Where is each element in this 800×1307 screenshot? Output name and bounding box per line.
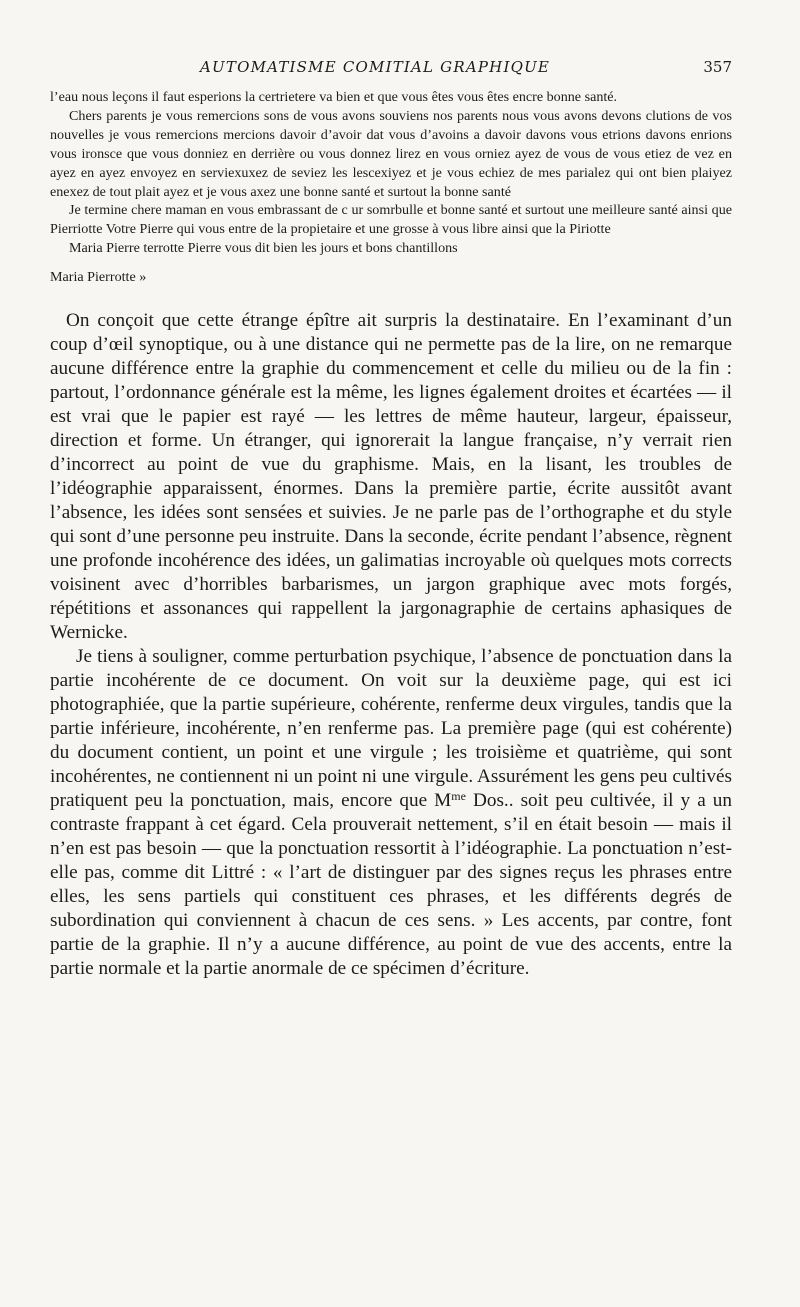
body-paragraph <box>50 645 732 981</box>
body-text-segment: Je tiens à souligner, comme perturbation psychique, l’absence de ponctuation dans la partie incohérente de ce document. On voit sur la deuxième page, qui est ici photographiée, que la partie supérieure, cohérente, renferme deux virgules, tandis que la partie inférieure, incohérente, n’en renferme pas. La première page (qui est cohérente) du document contient, un point et une virgule ; les troisième et quatrième, qui sont incohérentes, ne contiennent ni un point ni une virgule. Assurément les gens peu cultivés pratiquent peu la ponctuation, mais, encore que M <box>50 646 732 812</box>
letter-paragraph: Je termine chere maman en vous embrassant de c ur somrbulle et bonne santé et surtout une meilleure santé ainsi que Pierriotte Votre Pierre qui vous entre de la propietaire et une grosse à vous libre ainsi que la Piriotte <box>50 202 732 238</box>
commentary <box>50 309 732 981</box>
page-number: 357 <box>703 58 732 76</box>
body-paragraph: On conçoit que cette étrange épître ait surpris la destinataire. En l’examinant d’un coup d’œil synoptique, ou à une distance qui ne permette pas de la lire, on ne remarque aucune différence entre la graphie du commencement et celle du milieu ou de la fin : partout, l’ordonnance générale est la même, les lignes également droites et écartées — il est vrai que le papier est rayé — les lettres de même hauteur, largeur, épaisseur, direction et forme. Un étranger, qui ignorerait la langue française, n’y verrait rien d’incorrect au point de vue du graphisme. Mais, en la lisant, les troubles de l’idéographie apparaissent, énormes. Dans la première partie, écrite aussitôt avant l’absence, les idées sont sensées et suivies. Je ne parle pas de l’orthographe et du style qui sont d’une personne peu instruite. Dans la seconde, écrite pendant l’absence, règnent une profonde incohérence des idées, un galimatias incroyable où quelques mots corrects voisinent avec d’horribles barbarismes, un jargon graphique avec mots forgés, répétitions et assonances qui rappellent la jargonagraphie de certains aphasiques de Wernicke. <box>50 310 732 644</box>
letter-paragraph: Maria Pierre terrotte Pierre vous dit bien les jours et bons chantillons <box>69 240 458 257</box>
letter-signature: Maria Pierrotte » <box>50 269 147 286</box>
quoted-letter <box>50 88 732 287</box>
running-title: AUTOMATISME COMITIAL GRAPHIQUE <box>200 58 551 76</box>
letter-paragraph: l’eau nous leçons il faut esperions la certrietere va bien et que vous êtes vous êtes encre bonne santé. <box>50 89 618 105</box>
superscript-abbrev: me <box>451 789 466 804</box>
book-page <box>50 58 732 981</box>
page-header <box>50 58 732 88</box>
letter-paragraph: Chers parents je vous remercions sons de vous avons souviens nos parents nous vous avons devons clutions de vos nouvelles je vous remercions mercions davoir d’avoir dat vous d’avoins a davoir davons vous etrions davons enrions vous ironsce que vous donniez en derrière ou vous donnez lirez en vous orniez ayez de vous de vous etiez de vez en ayez en ayez envoyez en serviexuxez de seviez les lescexiyez et je vous echiez de mes parialez qui ont bien plaiyez enexez de tout plait ayez et je vous axez une bonne santé et surtout la bonne santé <box>50 107 732 200</box>
body-text-segment: Dos.. soit peu cultivée, il y a un contraste frappant à cet égard. Cela prouverait nettement, s’il en était besoin — mais il n’en est pas besoin — que la ponctuation ressortit à l’idéographie. La ponctuation n’est-elle pas, comme dit Littré : « l’art de distinguer par des signes reçus les phrases entre elles, les sens partiels qui constituent ces phrases, et les différents degrés de subordination qui conviennent à chacun de ces sens. » Les accents, par contre, font partie de la graphie. Il n’y a aucune différence, au point de vue des accents, entre la partie normale et la partie anormale de ce spécimen d’écriture. <box>50 790 732 980</box>
